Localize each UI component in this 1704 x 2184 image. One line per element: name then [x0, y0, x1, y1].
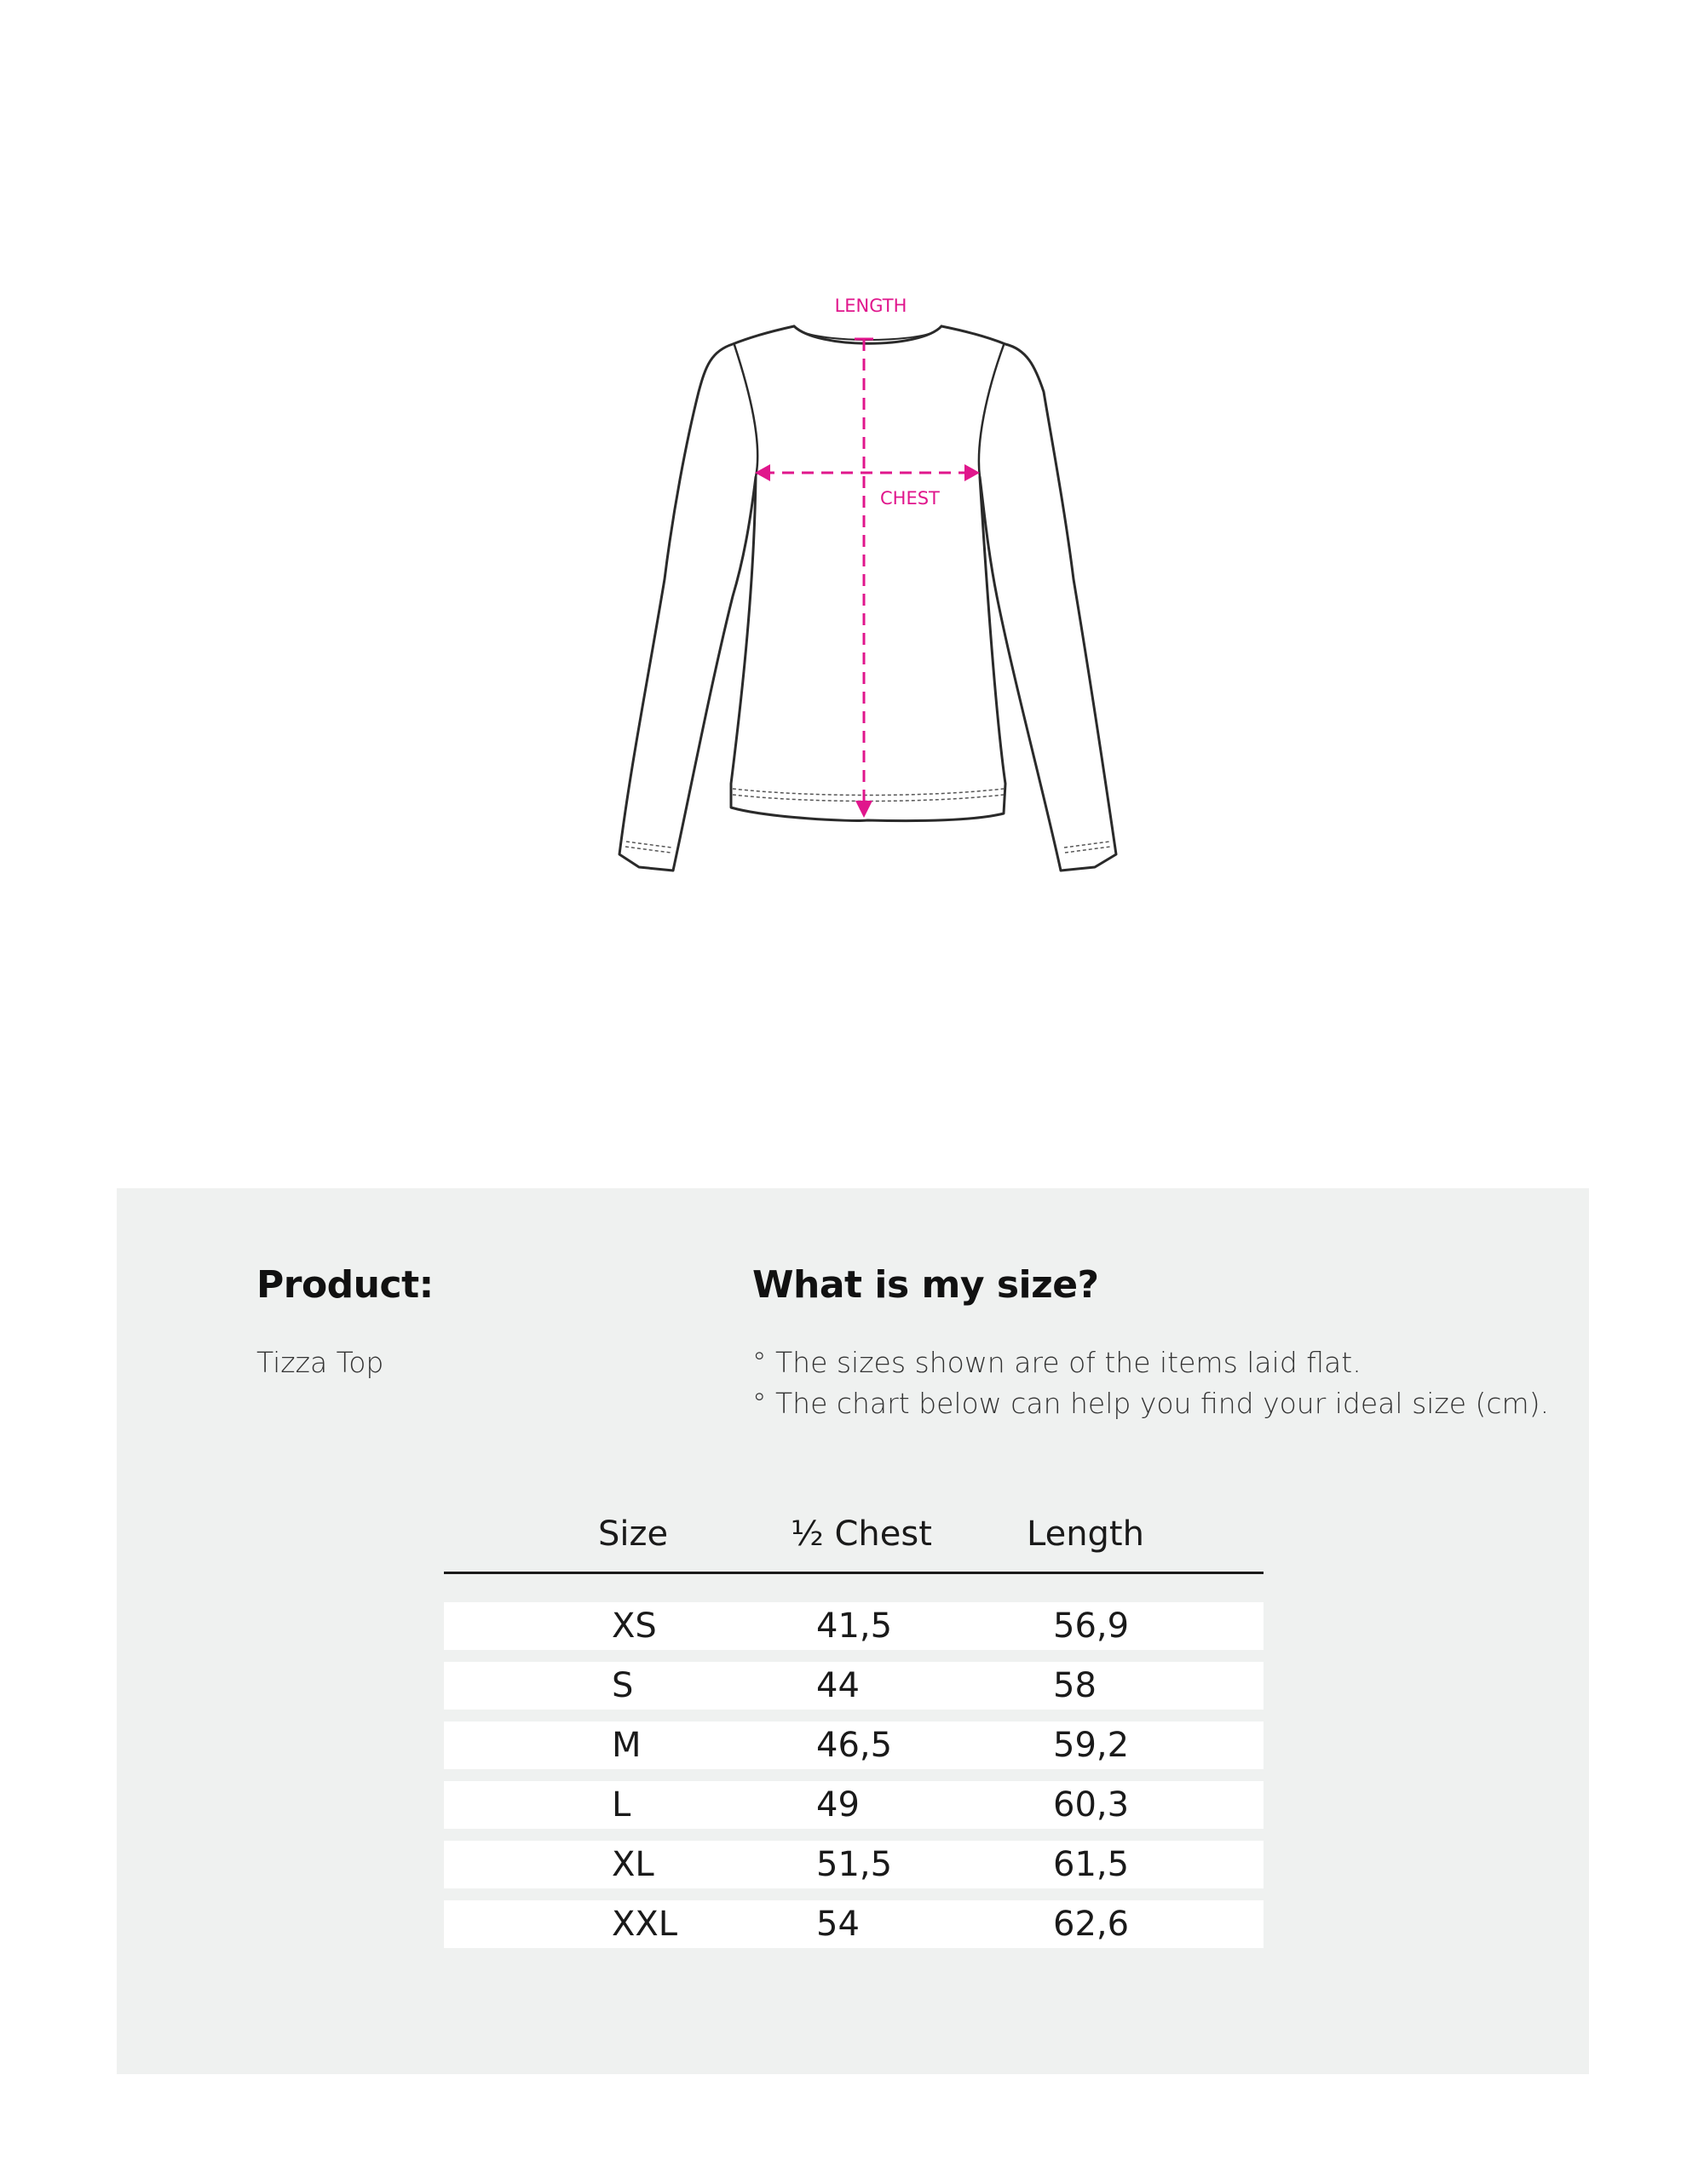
cuff-stitch-left-1: [626, 842, 671, 848]
size-cell: XXL: [612, 1905, 678, 1944]
length-cell: 61,5: [1053, 1845, 1130, 1884]
size-cell: S: [612, 1666, 634, 1705]
table-row: [444, 1841, 1264, 1888]
garment-armhole-right: [979, 345, 1004, 477]
length-cell: 60,3: [1053, 1785, 1130, 1825]
table-row: [444, 1662, 1264, 1710]
table-row: [444, 1602, 1264, 1650]
chest-arrow-right: [964, 464, 980, 481]
product-name: Tizza Top: [256, 1346, 384, 1379]
size-note: ° The chart below can help you find your ideal size (cm).: [752, 1387, 1550, 1420]
hem-stitch-1: [733, 789, 1004, 796]
chest-cell: 51,5: [816, 1845, 893, 1884]
column-header-size: Size: [598, 1514, 669, 1554]
table-row: [444, 1900, 1264, 1948]
cuff-stitch-right-1: [1064, 842, 1109, 848]
chest-cell: 49: [816, 1785, 860, 1825]
size-note: ° The sizes shown are of the items laid flat.: [752, 1346, 1361, 1379]
size-cell: XL: [612, 1845, 654, 1884]
product-heading: Product:: [256, 1263, 434, 1307]
chest-cell: 44: [816, 1666, 860, 1705]
column-header-half-chest: ½ Chest: [791, 1514, 932, 1554]
length-label: LENGTH: [834, 296, 907, 316]
column-header-length: Length: [1027, 1514, 1144, 1554]
chest-cell: 41,5: [816, 1606, 893, 1646]
size-cell: L: [612, 1785, 631, 1825]
garment-diagram: [0, 0, 1704, 937]
length-cell: 58: [1053, 1666, 1097, 1705]
garment-outline: [619, 326, 1116, 871]
table-header-divider: [444, 1572, 1264, 1574]
hem-stitch-2: [733, 795, 1004, 802]
length-cell: 62,6: [1053, 1905, 1130, 1944]
length-cell: 59,2: [1053, 1726, 1130, 1765]
garment-neckline-outer: [794, 326, 941, 343]
size-cell: XS: [612, 1606, 657, 1646]
garment-armhole-left: [734, 345, 757, 477]
chest-label: CHEST: [880, 488, 940, 509]
size-cell: M: [612, 1726, 642, 1765]
chest-cell: 46,5: [816, 1726, 893, 1765]
length-cell: 56,9: [1053, 1606, 1130, 1646]
cuff-stitch-right-2: [1065, 847, 1110, 853]
cuff-stitch-left-2: [625, 847, 671, 853]
size-question-heading: What is my size?: [752, 1263, 1099, 1307]
size-notes: [752, 1342, 1549, 1424]
table-row: [444, 1781, 1264, 1829]
chest-cell: 54: [816, 1905, 860, 1944]
length-arrow-head: [855, 801, 872, 818]
table-row: [444, 1721, 1264, 1769]
